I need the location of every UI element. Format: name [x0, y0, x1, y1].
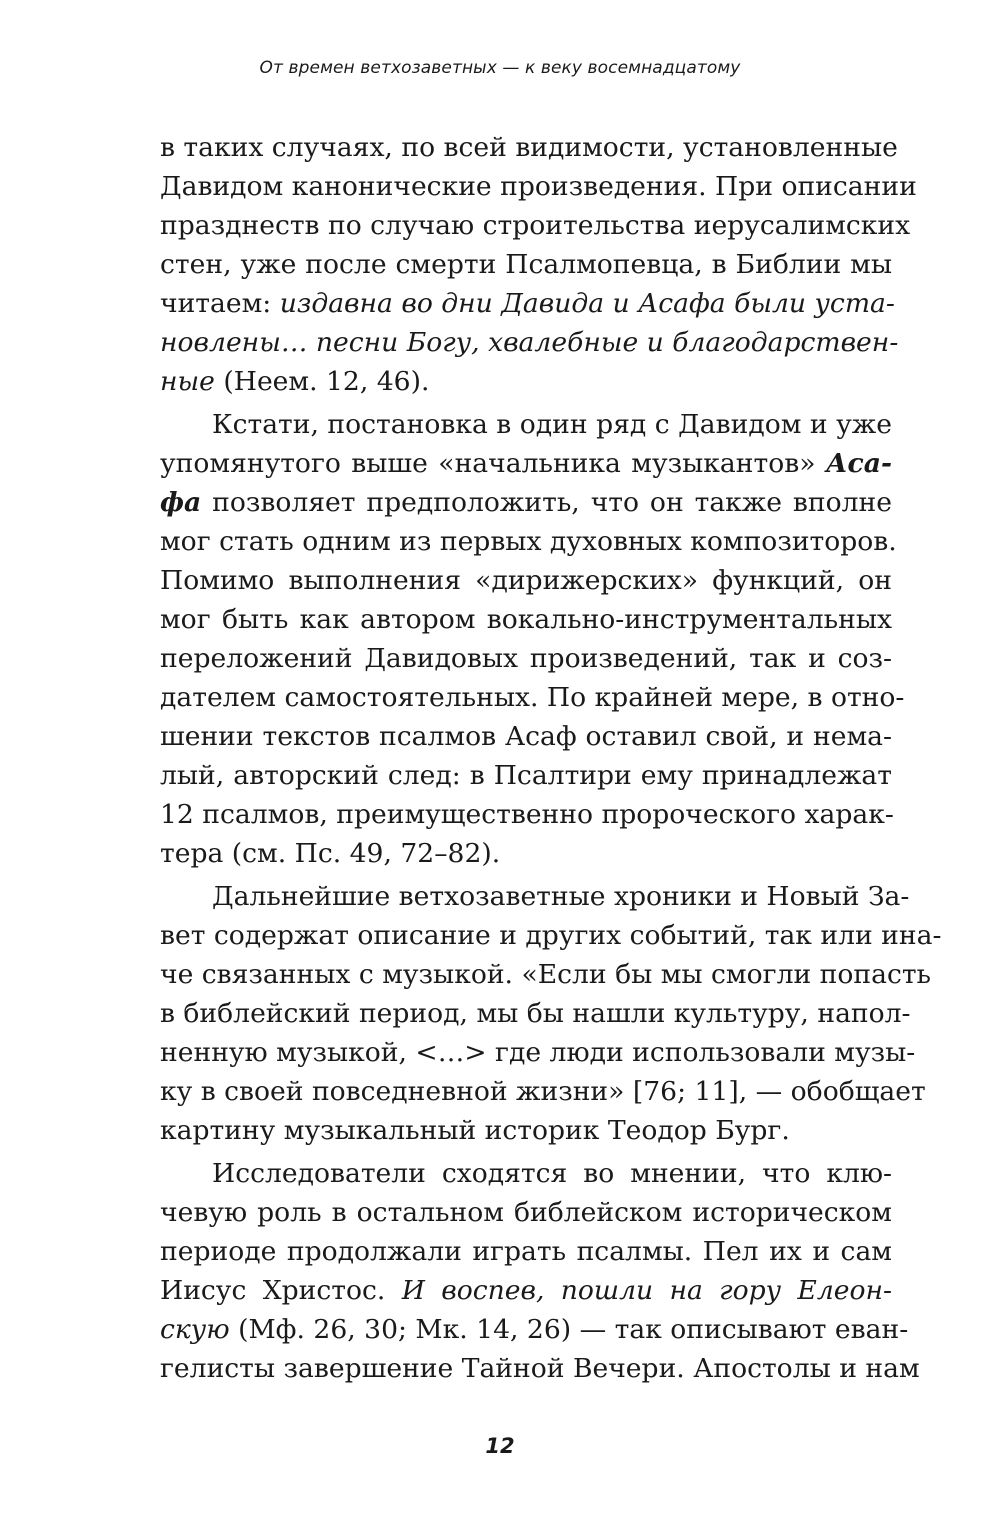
- paragraph-2: [160, 405, 905, 873]
- text-line: ку в своей повседневной жизни» [76; 11], — обобщает: [160, 1076, 926, 1107]
- italic-quote: И воспев, пошли на гору Елеон-: [401, 1275, 893, 1306]
- text-line: [160, 1271, 892, 1310]
- text-line: [160, 483, 892, 522]
- text-line: мог быть как автором вокально-инструментальных: [160, 604, 892, 635]
- text-line: ненную музыкой, <…> где люди использовали музы-: [160, 1037, 916, 1068]
- text-line: стен, уже после смерти Псалмопевца, в Библии мы: [160, 249, 892, 280]
- bold-italic-name: Аса-: [825, 448, 892, 479]
- text-line: мог стать одним из первых духовных композиторов.: [160, 526, 897, 557]
- text-line: лый, авторский след: в Псалтири ему принадлежат: [160, 760, 892, 791]
- paragraph-1: [160, 128, 917, 401]
- text-line: Дальнейшие ветхозаветные хроники и Новый За-: [212, 881, 910, 912]
- page-number: 12: [485, 1434, 515, 1458]
- text-run: Иисус Христос.: [160, 1275, 402, 1306]
- text-line: картину музыкальный историк Теодор Бург.: [160, 1115, 790, 1146]
- text-line: вет содержат описание и других событий, так или ина-: [160, 920, 942, 951]
- running-header: От времен ветхозаветных — к веку восемнадцатому: [259, 58, 741, 78]
- paragraph-3: [160, 877, 942, 1150]
- bold-italic-name: фа: [160, 487, 202, 518]
- body-text: [160, 128, 942, 1388]
- text-line: [160, 444, 892, 483]
- text-line: шении текстов псалмов Асаф оставил свой, и нема-: [160, 721, 892, 752]
- text-line: Давидом канонические произведения. При описании: [160, 171, 917, 202]
- text-line: в таких случаях, по всей видимости, установленные: [160, 132, 898, 163]
- italic-quote: ные: [160, 366, 215, 397]
- italic-quote: издавна во дни Давида и Асафа были уста-: [279, 288, 895, 319]
- text-run: позволяет предположить, что он также вполне: [201, 487, 892, 518]
- text-line: гелисты завершение Тайной Вечери. Апостолы и нам: [160, 1353, 920, 1384]
- text-line: [160, 1310, 909, 1349]
- paragraph-4: [160, 1154, 920, 1388]
- text-line: Помимо выполнения «дирижерских» функций, он: [160, 565, 892, 596]
- text-line: тера (см. Пс. 49, 72–82).: [160, 838, 501, 869]
- text-line: Исследователи сходятся во мнении, что клю-: [212, 1158, 892, 1189]
- text-line: Кстати, постановка в один ряд с Давидом и уже: [212, 409, 892, 440]
- text-line: [160, 362, 892, 401]
- text-run: (Неем. 12, 46).: [214, 366, 430, 397]
- italic-quote-line: новлены… песни Богу, хвалебные и благодарствен-: [160, 327, 899, 358]
- text-run: упомянутого выше «начальника музыкантов»: [160, 448, 826, 479]
- text-line: 12 псалмов, преимущественно пророческого харак-: [160, 799, 894, 830]
- text-line: чевую роль в остальном библейском историческом: [160, 1197, 892, 1228]
- text-line: переложений Давидовых произведений, так и соз-: [160, 643, 892, 674]
- text-line: периоде продолжали играть псалмы. Пел их и сам: [160, 1236, 892, 1267]
- text-run: (Мф. 26, 30; Мк. 14, 26) — так описывают еван-: [229, 1314, 909, 1345]
- text-run: читаем:: [160, 288, 280, 319]
- text-line: дателем самостоятельных. По крайней мере, в отно-: [160, 682, 905, 713]
- italic-quote: скую: [160, 1314, 230, 1345]
- text-line: че связанных с музыкой. «Если бы мы смогли попасть: [160, 959, 932, 990]
- text-line: празднеств по случаю строительства иерусалимских: [160, 210, 911, 241]
- text-line: [160, 284, 895, 323]
- text-line: в библейский период, мы бы нашли культуру, напол-: [160, 998, 911, 1029]
